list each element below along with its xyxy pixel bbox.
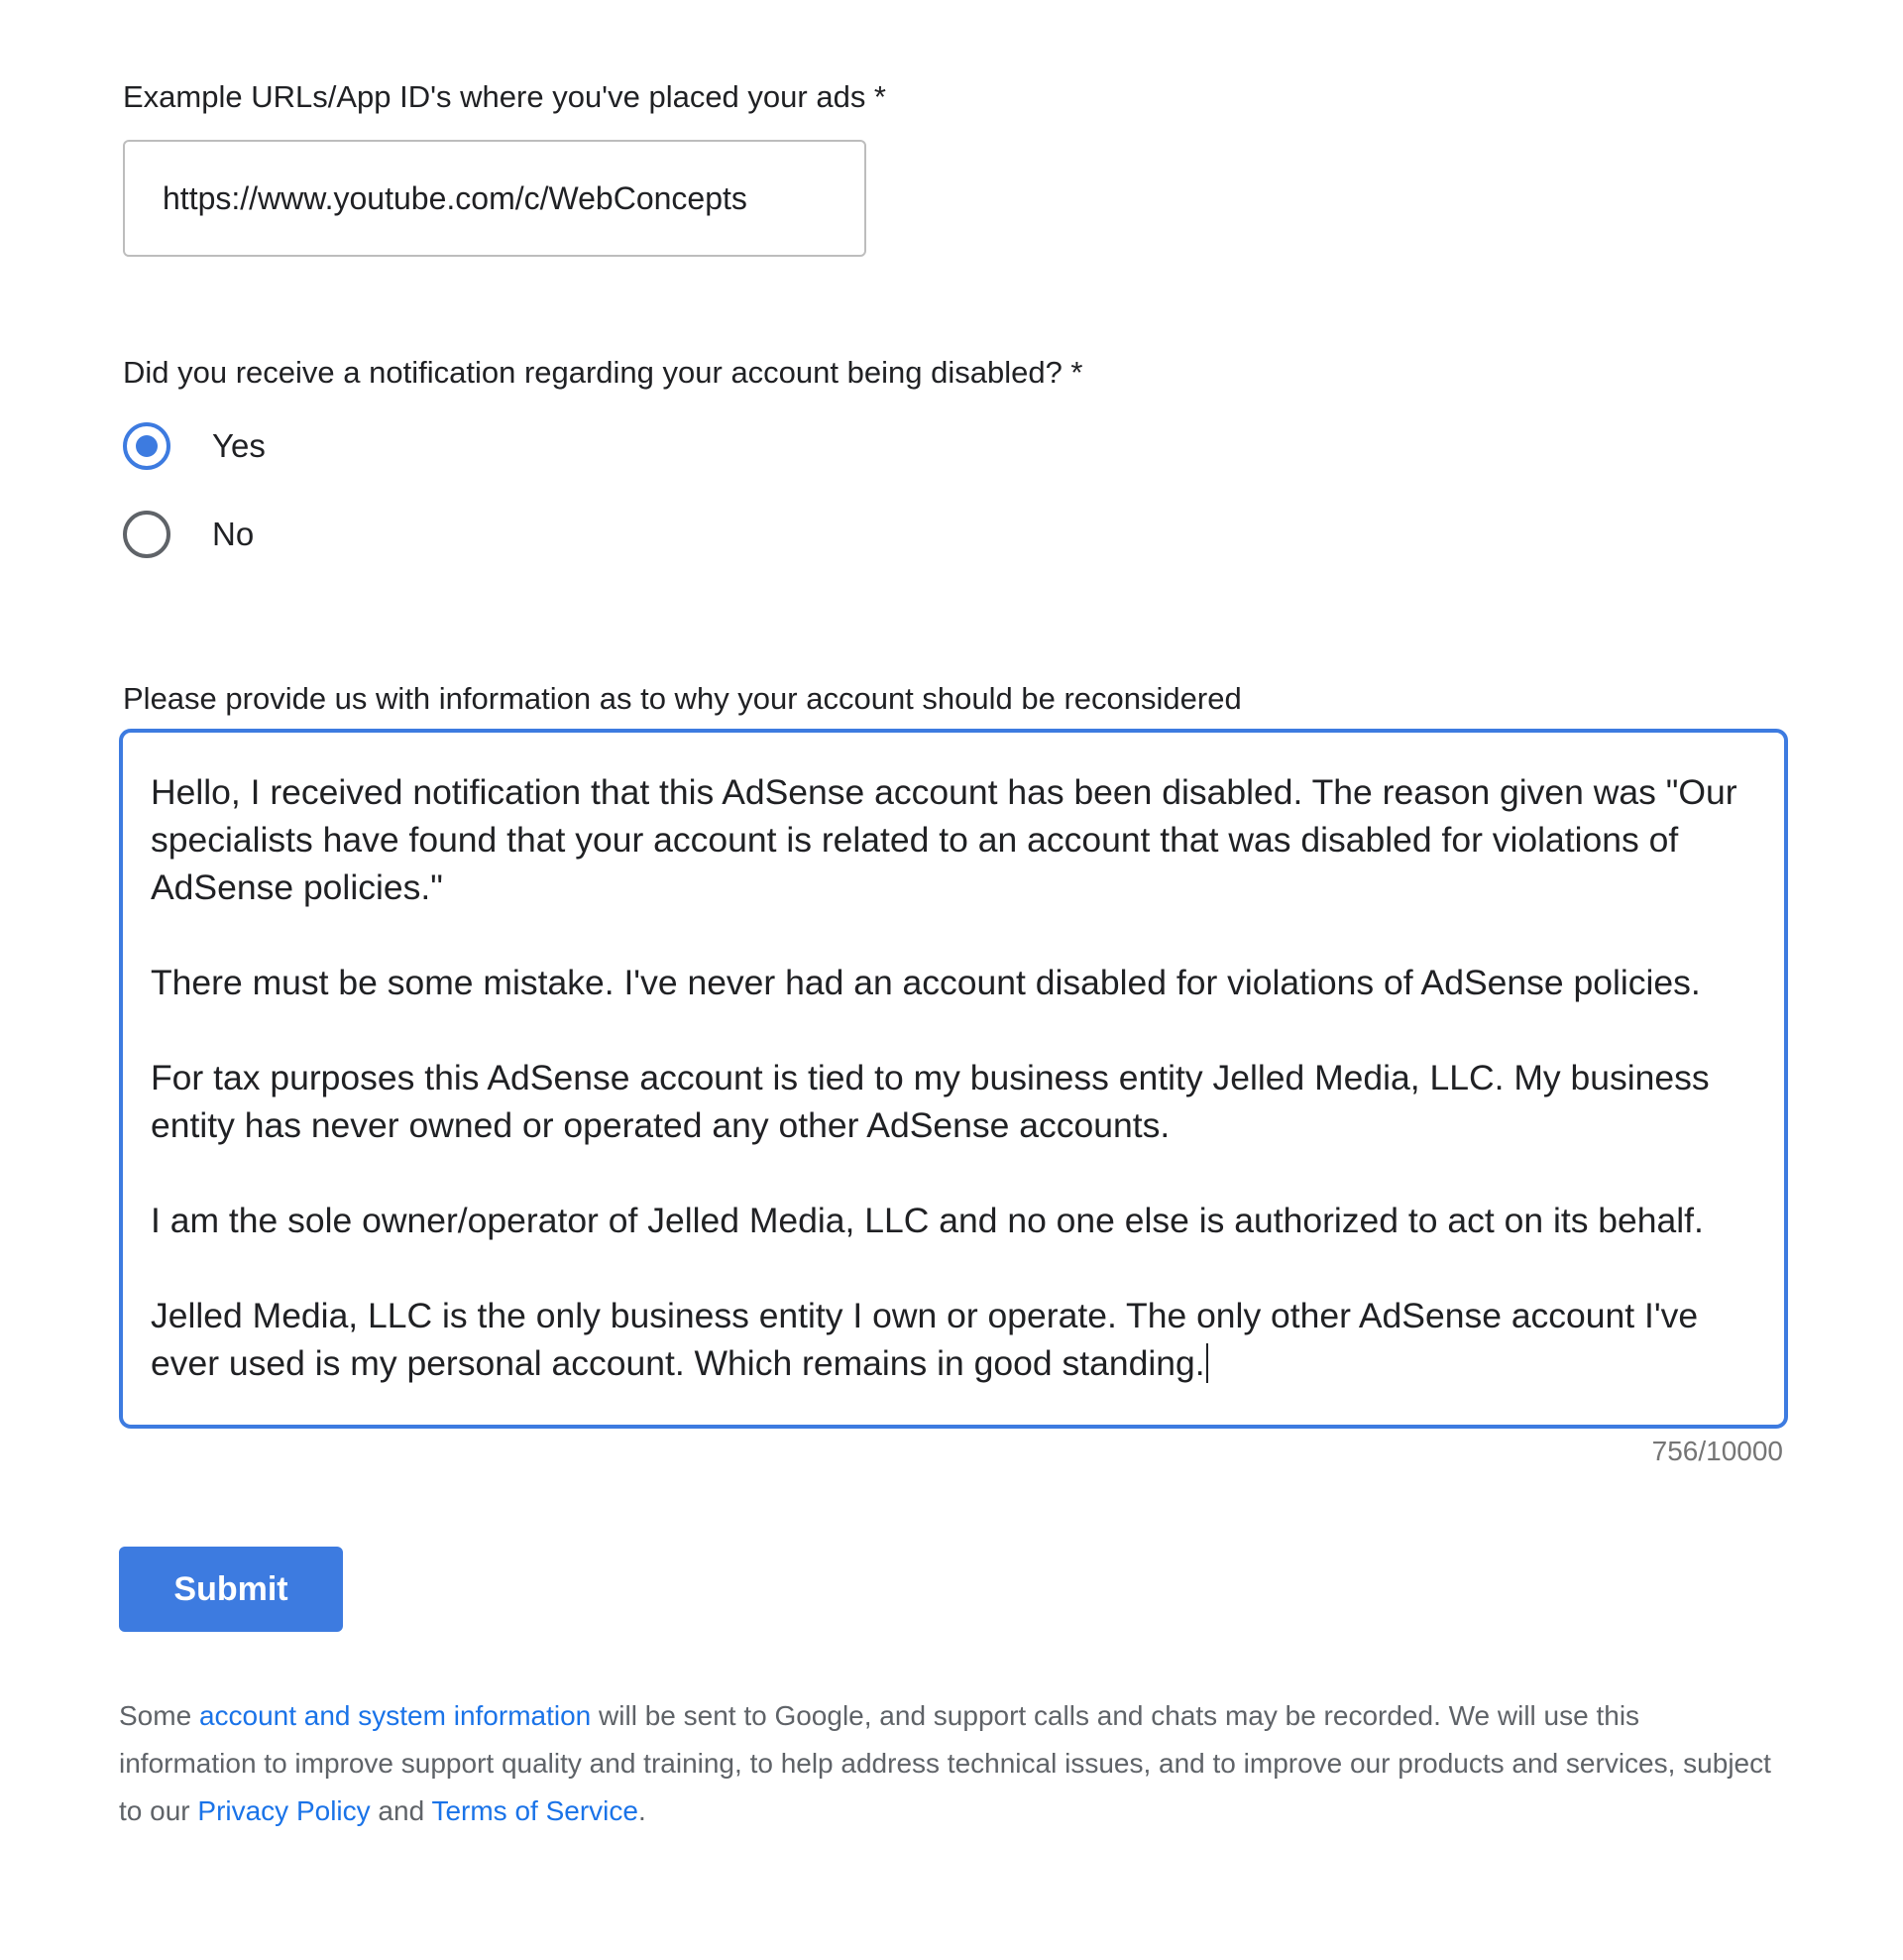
example-urls-input[interactable] [123, 140, 866, 257]
account-info-link[interactable]: account and system information [198, 1700, 592, 1731]
radio-option-no[interactable] [123, 509, 254, 560]
terms-of-service-link[interactable]: Terms of Service [431, 1795, 638, 1826]
character-counter: 756/10000 [1651, 1436, 1783, 1466]
disclaimer-text-3: and [370, 1795, 432, 1826]
radio-label-yes: Yes [212, 427, 266, 464]
reconsider-textarea[interactable] [119, 729, 1788, 1429]
urls-field-label: Example URLs/App ID's where you've placed your ads * [123, 79, 886, 114]
notification-question-label: Did you receive a notification regarding your account being disabled? * [123, 355, 1083, 390]
disclaimer-text-2: will be sent to Google, and support calls and chats may be recorded. We will use this information to improve support quality and training, to help address technical issues, and to improve our products and services, subject to our [119, 1700, 1771, 1826]
reconsider-textarea-content: Hello, I received notification that this AdSense account has been disabled. The reason given was "Our specialists have found that your account is related to an account that was disabled for violations of AdSense policies." There must be some mistake. I've never had an account disabled for violations of AdSense policies. For tax purposes this AdSense account is tied to my business entity Jelled Media, LLC. My business entity has never owned or operated any other AdSense accounts. I am the sole owner/operator of Jelled Media, LLC and no one else is authorized to act on its behalf. Jelled Media, LLC is the only business entity I own or operate. The only other AdSense account I've ever used is my personal account. Which remains in good standing. [151, 772, 1737, 1383]
disclaimer-text-1: Some [119, 1700, 199, 1731]
disclaimer-text-4: . [637, 1795, 646, 1826]
privacy-disclaimer [119, 1692, 1784, 1835]
radio-selected-dot-icon [136, 435, 158, 457]
submit-button[interactable]: Submit [119, 1547, 343, 1632]
privacy-policy-link[interactable]: Privacy Policy [197, 1795, 371, 1826]
radio-option-yes[interactable] [123, 420, 266, 472]
text-caret [1206, 1343, 1208, 1383]
radio-label-no: No [212, 516, 255, 552]
radio-button-no[interactable] [123, 511, 170, 558]
radio-button-yes[interactable] [123, 422, 170, 470]
reconsider-field-label: Please provide us with information as to why your account should be reconsidered [123, 681, 1242, 716]
